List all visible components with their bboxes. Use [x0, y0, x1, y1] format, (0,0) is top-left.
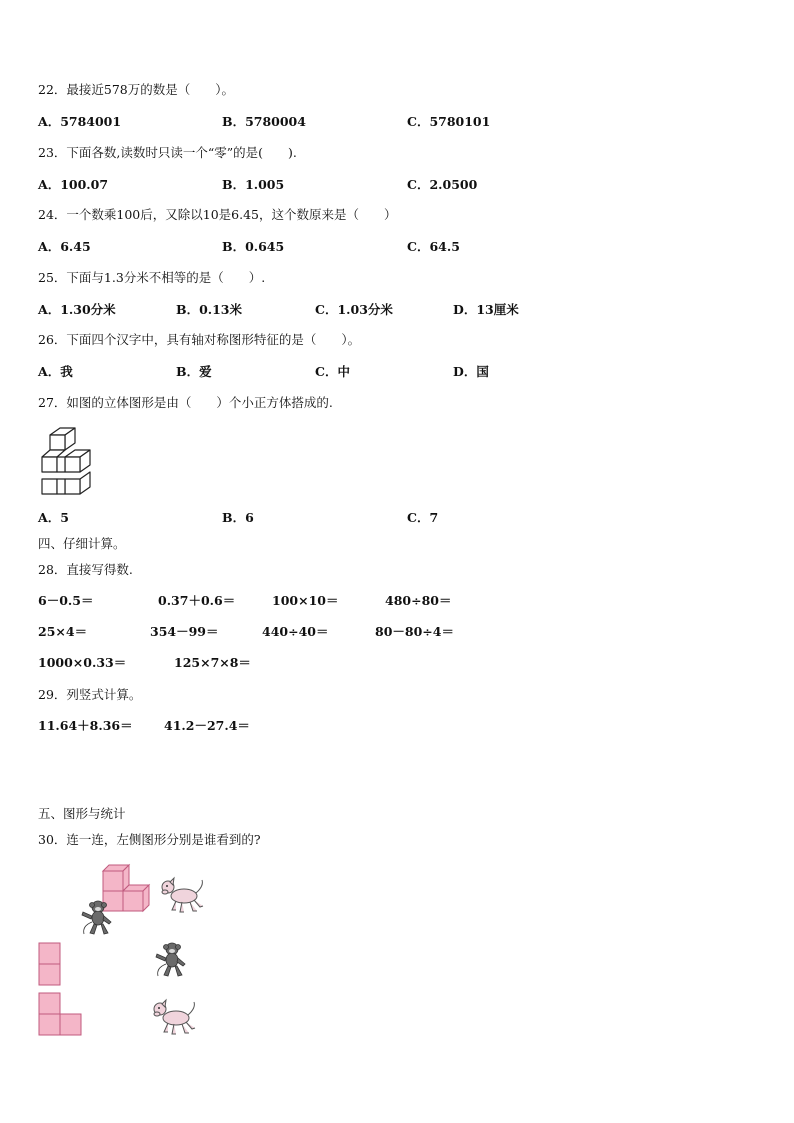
q23-stem: 23．下面各数,读数时只读一个“零”的是( ).	[38, 145, 297, 160]
q30-stem: 30．连一连，左侧图形分别是谁看到的?	[38, 832, 261, 847]
q28-item: 1000×0.33＝	[38, 655, 127, 670]
q27-stem: 27．如图的立体图形是由（ ）个小正方体搭成的.	[38, 395, 333, 410]
q26-option-b[interactable]: B．爱	[176, 364, 212, 379]
q28-item: 480÷80＝	[385, 593, 452, 608]
q22-stem: 22．最接近578万的数是（ ）。	[38, 82, 235, 97]
dog-icon	[150, 996, 200, 1038]
q24-option-a[interactable]: A．6.45	[38, 239, 91, 254]
q28-item: 100×10＝	[272, 593, 339, 608]
q23-option-b[interactable]: B．1.005	[222, 177, 285, 192]
section-4-title: 四、仔细计算。	[38, 536, 126, 551]
q23-option-a[interactable]: A．100.07	[38, 177, 109, 192]
q29-item: 41.2－27.4＝	[164, 718, 250, 733]
q28-item: 125×7×8＝	[174, 655, 251, 670]
q24-stem: 24．一个数乘100后，又除以10是6.45，这个数原来是（ ）	[38, 207, 397, 222]
q24-option-c[interactable]: C．64.5	[407, 239, 460, 254]
q27-option-b[interactable]: B．6	[222, 510, 254, 525]
q23-option-c[interactable]: C．2.0500	[407, 177, 478, 192]
q28-item: 440÷40＝	[262, 624, 329, 639]
dog-icon	[158, 874, 208, 916]
q28-stem: 28．直接写得数.	[38, 562, 133, 577]
stacked-cubes-figure	[38, 425, 98, 497]
q25-option-d[interactable]: D．13厘米	[453, 302, 519, 317]
q22-option-b[interactable]: B．5780004	[222, 114, 306, 129]
q25-option-b[interactable]: B．0.13米	[176, 302, 243, 317]
section-5-title: 五、图形与统计	[38, 806, 126, 821]
q28-item: 354－99＝	[150, 624, 219, 639]
monkey-icon	[152, 940, 190, 980]
q26-option-a[interactable]: A．我	[38, 364, 73, 379]
q26-option-c[interactable]: C．中	[315, 364, 350, 379]
q29-stem: 29．列竖式计算。	[38, 687, 142, 702]
q27-option-c[interactable]: C．7	[407, 510, 439, 525]
view-l-shape	[38, 992, 84, 1036]
view-two-stacked-squares	[38, 942, 62, 986]
q28-item: 80－80÷4＝	[375, 624, 454, 639]
q29-item: 11.64＋8.36＝	[38, 718, 133, 733]
q26-option-d[interactable]: D．国	[453, 364, 489, 379]
q22-option-a[interactable]: A．5784001	[38, 114, 122, 129]
q27-option-a[interactable]: A．5	[38, 510, 69, 525]
q25-option-c[interactable]: C．1.03分米	[315, 302, 393, 317]
q22-option-c[interactable]: C．5780101	[407, 114, 491, 129]
monkey-icon	[78, 898, 116, 938]
q24-option-b[interactable]: B．0.645	[222, 239, 285, 254]
q25-option-a[interactable]: A．1.30分米	[38, 302, 116, 317]
q25-stem: 25．下面与1.3分米不相等的是（ ）.	[38, 270, 266, 285]
q28-item: 0.37＋0.6＝	[158, 593, 236, 608]
q28-item: 25×4＝	[38, 624, 88, 639]
q28-item: 6－0.5＝	[38, 593, 94, 608]
q26-stem: 26．下面四个汉字中，具有轴对称图形特征的是（ ）。	[38, 332, 361, 347]
